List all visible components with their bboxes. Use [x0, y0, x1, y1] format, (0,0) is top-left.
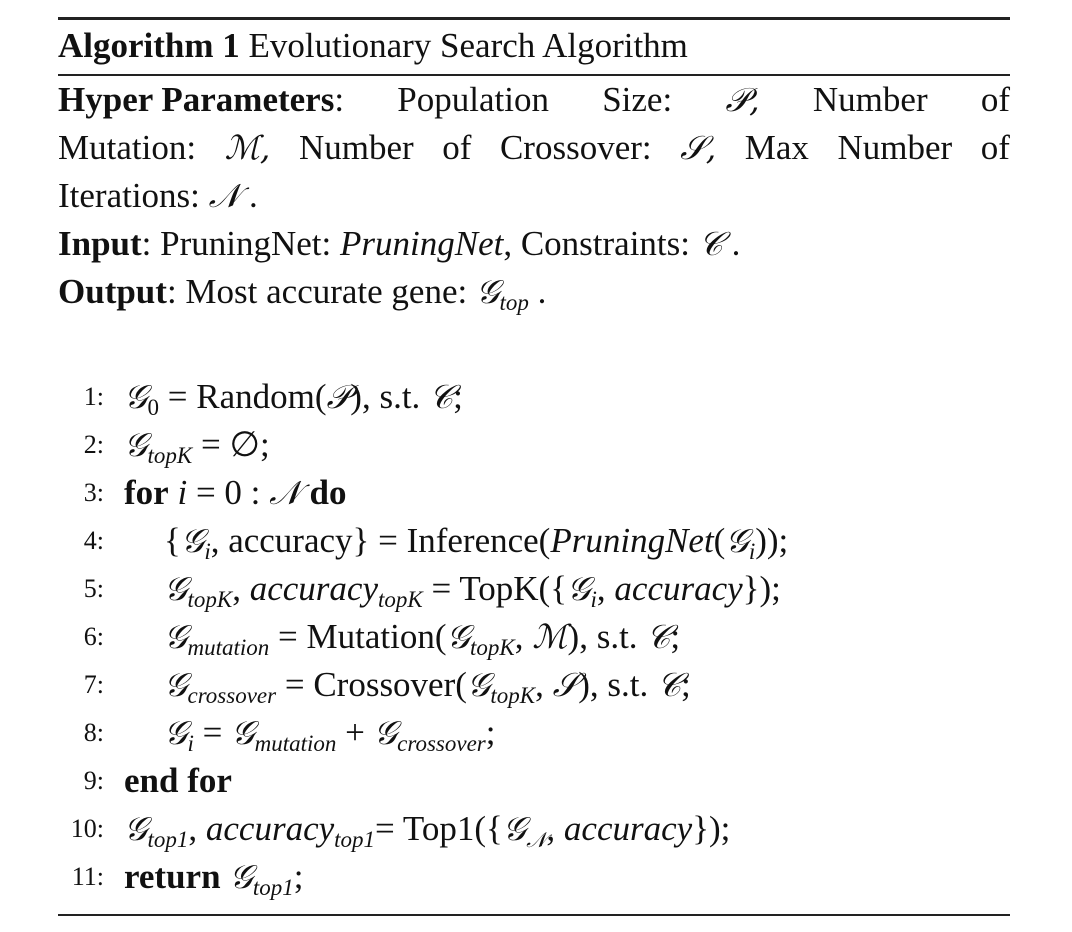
line-number: 11:: [71, 862, 104, 891]
line-number: 4:: [83, 526, 104, 555]
hyper-params-line-3: Iterations: 𝒩 .: [58, 176, 258, 215]
bottom-rule: [58, 914, 1010, 916]
input-label: Input: [58, 224, 142, 263]
output-line: Output: Most accurate gene: 𝒢$_{top}$ .: [58, 272, 547, 315]
line-number: 7:: [83, 670, 104, 699]
line-number: 5:: [83, 574, 104, 603]
line-number: 3:: [83, 478, 104, 507]
line-number: 8:: [83, 718, 104, 747]
hyper-params-line-1: Hyper Parameters: Population Size: 𝒫, Number of: [58, 80, 1010, 119]
line-number: 6:: [83, 622, 104, 651]
hyper-params-line-2: Mutation: ℳ, Number of Crossover: 𝒮, Max Number of: [58, 128, 1010, 167]
line-number: 2:: [83, 430, 104, 459]
algorithm-caption: [58, 26, 688, 66]
algorithm-label: Algorithm 1: [58, 26, 240, 65]
input-line: Input: PruningNet: PruningNet, Constraints: 𝒞 .: [58, 224, 741, 263]
line-number: 10:: [70, 814, 104, 843]
top-rule: [58, 17, 1010, 20]
line-number: 1:: [83, 382, 104, 411]
hyper-label: Hyper Parameters: [58, 80, 335, 119]
line-number: 9:: [83, 766, 104, 795]
caption-rule: [58, 74, 1010, 76]
output-label: Output: [58, 272, 167, 311]
algorithm-title: Evolutionary Search Algorithm: [248, 26, 688, 65]
